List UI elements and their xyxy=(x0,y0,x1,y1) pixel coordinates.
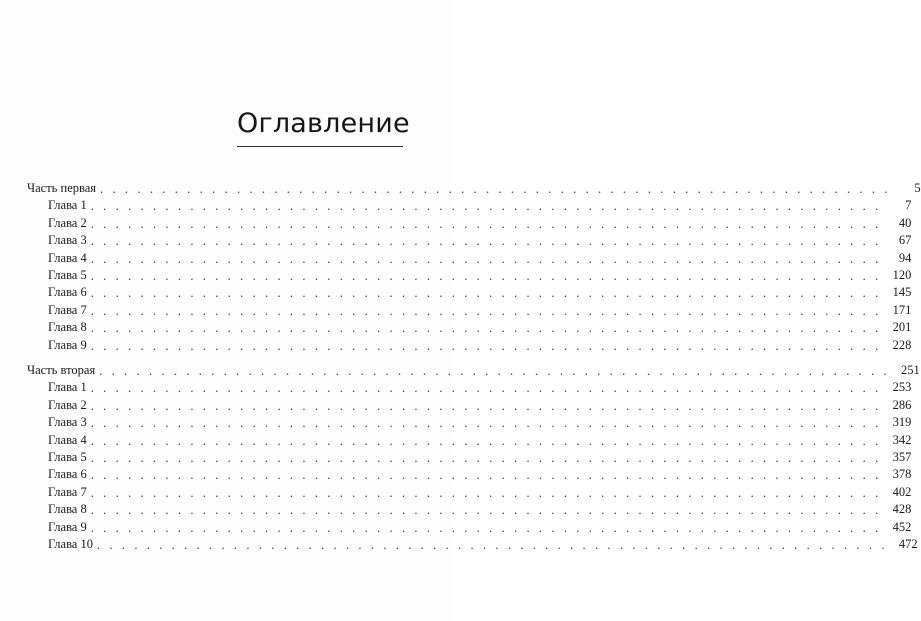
page-title: Оглавление xyxy=(237,108,410,139)
toc-page-number: 120 xyxy=(892,268,912,282)
toc-page-number: 319 xyxy=(892,415,912,430)
dot-leader: . . . . . . . . . . . . . . . . . . . . . . . . . . . . . . . . . . . . . . . . . . . . . . . . . . . . . . . . . . . . . . . . xyxy=(96,538,888,552)
toc-chapter-row xyxy=(48,501,912,518)
toc-page-number: 402 xyxy=(892,484,912,499)
dot-leader: . . . . . . . . . . . . . . . . . . . . . . . . . . . . . . . . . . . . . . . . . . . . . . . . . . . . . . . . . . . . . . . . xyxy=(90,398,882,413)
toc-page-number: 357 xyxy=(892,450,912,464)
toc-chapter-row xyxy=(48,379,912,396)
toc-chapter-row xyxy=(48,302,912,318)
toc-page-number: 472 xyxy=(898,537,918,551)
toc-chapter-row xyxy=(48,519,912,535)
dot-leader: . . . . . . . . . . . . . . . . . . . . . . . . . . . . . . . . . . . . . . . . . . . . . . . . . . . . . . . . . . . . . . . . xyxy=(90,503,882,518)
toc-page-number: 286 xyxy=(892,397,912,412)
toc-entry-label: Часть вторая xyxy=(27,363,96,377)
dot-leader: . . . . . . . . . . . . . . . . . . . . . . . . . . . . . . . . . . . . . . . . . . . . . . . . . . . . . . . . . . . . . . . . xyxy=(90,468,882,483)
dot-leader: . . . . . . . . . . . . . . . . . . . . . . . . . . . . . . . . . . . . . . . . . . . . . . . . . . . . . . . . . . . . . . . . xyxy=(90,451,882,465)
dot-leader: . . . . . . . . . . . . . . . . . . . . . . . . . . . . . . . . . . . . . . . . . . . . . . . . . . . . . . . . . . . . . . . . xyxy=(90,338,882,353)
dot-leader: . . . . . . . . . . . . . . . . . . . . . . . . . . . . . . . . . . . . . . . . . . . . . . . . . . . . . . . . . . . . . . . . xyxy=(90,216,882,231)
toc-page-number: 40 xyxy=(898,215,912,230)
toc-page-number: 145 xyxy=(892,285,912,300)
dot-leader: . . . . . . . . . . . . . . . . . . . . . . . . . . . . . . . . . . . . . . . . . . . . . . . . . . . . . . . . . . . . . . . . xyxy=(90,520,882,535)
toc-part-row xyxy=(27,362,920,378)
toc-entry-label: Глава 1 xyxy=(48,198,87,213)
toc-entry-label: Глава 8 xyxy=(48,320,87,335)
dot-leader: . . . . . . . . . . . . . . . . . . . . . . . . . . . . . . . . . . . . . . . . . . . . . . . . . . . . . . . . . . . . . . . . xyxy=(100,182,891,196)
toc-page-number: 201 xyxy=(892,320,912,335)
dot-leader: . . . . . . . . . . . . . . . . . . . . . . . . . . . . . . . . . . . . . . . . . . . . . . . . . . . . . . . . . . . . . . . . xyxy=(90,416,882,431)
toc-page-number: 5 xyxy=(914,181,921,195)
dot-leader: . . . . . . . . . . . . . . . . . . . . . . . . . . . . . . . . . . . . . . . . . . . . . . . . . . . . . . . . . . . . . . . . xyxy=(90,269,882,283)
toc-entry-label: Глава 8 xyxy=(48,502,87,517)
toc-chapter-row xyxy=(48,466,912,483)
dot-leader: . . . . . . . . . . . . . . . . . . . . . . . . . . . . . . . . . . . . . . . . . . . . . . . . . . . . . . . . . . . . . . . . xyxy=(90,381,882,396)
toc-entry-label: Глава 6 xyxy=(48,285,87,300)
toc-entry-label: Глава 1 xyxy=(48,380,87,395)
toc-page-number: 94 xyxy=(898,250,912,265)
toc-chapter-row xyxy=(48,449,912,465)
toc-chapter-row xyxy=(48,397,912,413)
dot-leader: . . . . . . . . . . . . . . . . . . . . . . . . . . . . . . . . . . . . . . . . . . . . . . . . . . . . . . . . . . . . . . . . xyxy=(90,433,882,448)
toc-chapter-row xyxy=(48,319,912,336)
toc-entry-label: Глава 10 xyxy=(48,537,93,551)
toc-chapter-row xyxy=(48,337,912,353)
toc-chapter-row xyxy=(48,536,918,552)
toc-entry-label: Глава 5 xyxy=(48,450,87,464)
toc-part-row xyxy=(27,180,921,196)
toc-page-number: 378 xyxy=(892,467,912,482)
toc-entry-label: Глава 2 xyxy=(48,397,87,412)
dot-leader: . . . . . . . . . . . . . . . . . . . . . . . . . . . . . . . . . . . . . . . . . . . . . . . . . . . . . . . . . . . . . . . . xyxy=(90,485,882,500)
toc-page-number: 253 xyxy=(892,380,912,395)
toc-entry-label: Глава 5 xyxy=(48,268,87,282)
dot-leader: . . . . . . . . . . . . . . . . . . . . . . . . . . . . . . . . . . . . . . . . . . . . . . . . . . . . . . . . . . . . . . . . xyxy=(90,251,882,266)
toc-entry-label: Глава 7 xyxy=(48,484,87,499)
toc-entry-label: Глава 2 xyxy=(48,215,87,230)
toc-page-number: 228 xyxy=(892,337,912,352)
toc-page-number: 251 xyxy=(901,363,920,377)
title-underline xyxy=(237,146,403,147)
dot-leader: . . . . . . . . . . . . . . . . . . . . . . . . . . . . . . . . . . . . . . . . . . . . . . . . . . . . . . . . . . . . . . . . xyxy=(99,364,890,378)
toc-chapter-row xyxy=(48,197,912,214)
dot-leader: . . . . . . . . . . . . . . . . . . . . . . . . . . . . . . . . . . . . . . . . . . . . . . . . . . . . . . . . . . . . . . . . xyxy=(90,286,882,301)
toc-entry-label: Глава 3 xyxy=(48,415,87,430)
dot-leader: . . . . . . . . . . . . . . . . . . . . . . . . . . . . . . . . . . . . . . . . . . . . . . . . . . . . . . . . . . . . . . . . xyxy=(90,199,882,214)
toc-chapter-row xyxy=(48,232,912,249)
toc-chapter-row xyxy=(48,215,912,231)
toc-page-number: 452 xyxy=(892,519,912,534)
toc-page-number: 171 xyxy=(892,302,912,317)
toc-page-number: 67 xyxy=(898,233,912,248)
toc-chapter-row xyxy=(48,267,912,283)
toc-entry-label: Глава 6 xyxy=(48,467,87,482)
toc-entry-label: Глава 9 xyxy=(48,337,87,352)
toc-page-number: 342 xyxy=(892,432,912,447)
toc-entry-label: Часть первая xyxy=(27,181,97,195)
toc-chapter-row xyxy=(48,284,912,301)
toc-chapter-row xyxy=(48,414,912,431)
dot-leader: . . . . . . . . . . . . . . . . . . . . . . . . . . . . . . . . . . . . . . . . . . . . . . . . . . . . . . . . . . . . . . . . xyxy=(90,234,882,249)
toc-chapter-row xyxy=(48,484,912,500)
dot-leader: . . . . . . . . . . . . . . . . . . . . . . . . . . . . . . . . . . . . . . . . . . . . . . . . . . . . . . . . . . . . . . . . xyxy=(90,321,882,336)
toc-entry-label: Глава 3 xyxy=(48,233,87,248)
toc-entry-label: Глава 4 xyxy=(48,250,87,265)
toc-chapter-row xyxy=(48,432,912,448)
toc-page-number: 428 xyxy=(892,502,912,517)
toc-chapter-row xyxy=(48,250,912,266)
toc-entry-label: Глава 9 xyxy=(48,519,87,534)
toc-entry-label: Глава 7 xyxy=(48,302,87,317)
toc-page-number: 7 xyxy=(905,198,912,213)
dot-leader: . . . . . . . . . . . . . . . . . . . . . . . . . . . . . . . . . . . . . . . . . . . . . . . . . . . . . . . . . . . . . . . . xyxy=(90,303,882,318)
toc-entry-label: Глава 4 xyxy=(48,432,87,447)
